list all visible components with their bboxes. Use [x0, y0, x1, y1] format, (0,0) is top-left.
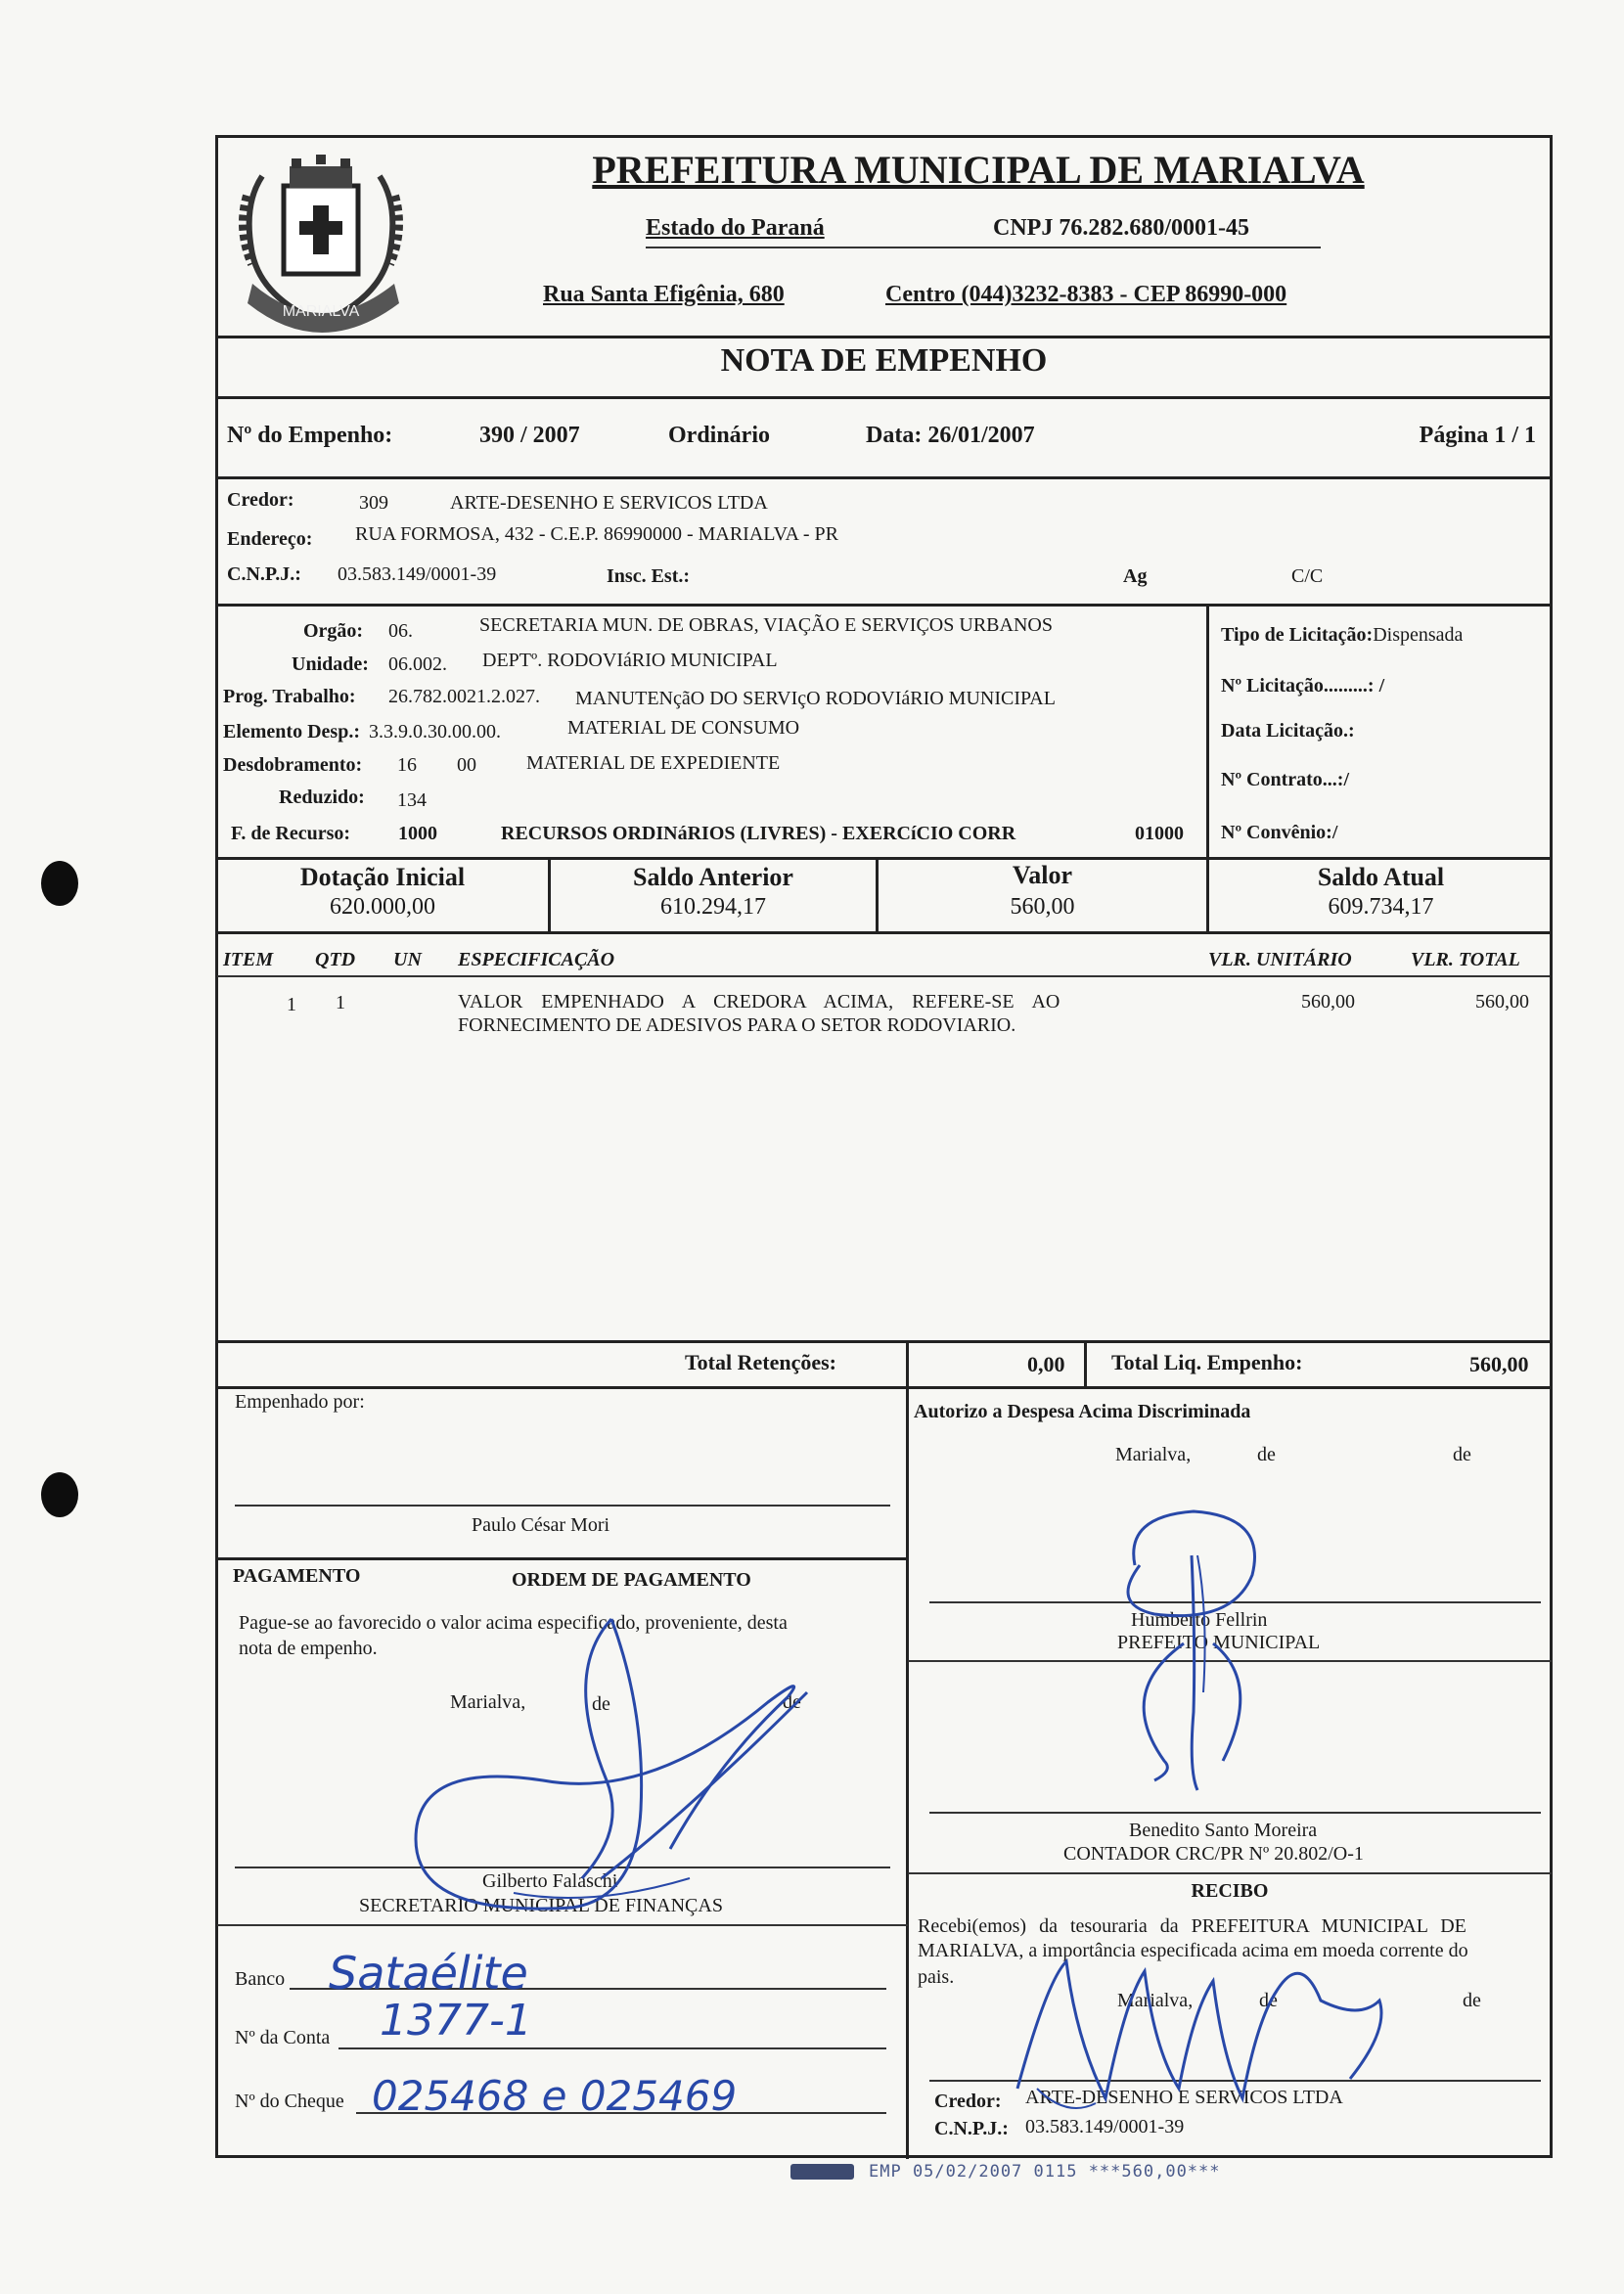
empenhado-por-label: Empenhado por: [235, 1391, 365, 1413]
recibo-place: Marialva, [1117, 1990, 1194, 2011]
autorizo-text: Autorizo a Despesa Acima Discriminada [914, 1401, 1251, 1422]
desdobramento-a: 16 [397, 754, 417, 776]
svg-text:MARIALVA: MARIALVA [282, 303, 360, 320]
recibo-cnpj-label: C.N.P.J.: [934, 2118, 1009, 2139]
recibo-text-line-2: MARIALVA, a importância especificada acima em moeda corrente do [918, 1940, 1468, 1961]
desdobramento-b: 00 [457, 754, 476, 776]
ordem-pagamento-label: ORDEM DE PAGAMENTO [512, 1569, 751, 1591]
valor-unitario-header: VLR. UNITÁRIO [1208, 949, 1352, 970]
contador-title: CONTADOR CRC/PR Nº 20.802/O-1 [1063, 1843, 1364, 1865]
data-licitacao: Data Licitação.: [1221, 720, 1355, 742]
ordem-de-1: de [592, 1693, 610, 1715]
recibo-title: RECIBO [1191, 1880, 1269, 1902]
tipo-licitacao-value: Dispensada [1373, 624, 1464, 646]
header-address: Rua Santa Efigênia, 680 [543, 282, 785, 307]
prog-trabalho-name: MANUTENçãO DO SERVIçO RODOVIáRIO MUNICIPAL [575, 688, 1056, 709]
prog-trabalho-code: 26.782.0021.2.027. [388, 686, 540, 707]
item-number: 1 [287, 994, 296, 1015]
recibo-credor-label: Credor: [934, 2091, 1002, 2112]
unidade-label: Unidade: [292, 653, 369, 675]
empenho-number-label: Nº do Empenho: [227, 423, 393, 448]
cheque-label: Nº do Cheque [235, 2091, 344, 2112]
municipal-crest-icon [223, 137, 424, 342]
desdobramento-label: Desdobramento: [223, 754, 363, 776]
ordem-de-2: de [783, 1691, 801, 1713]
insc-est-label: Insc. Est.: [607, 565, 691, 587]
secretario-title: SECRETARIO MUNICIPAL DE FINANÇAS [359, 1895, 723, 1916]
contador-name: Benedito Santo Moreira [1129, 1820, 1318, 1841]
credor-cnpj-label: C.N.P.J.: [227, 563, 301, 585]
reduzido-value: 134 [397, 789, 427, 811]
state-label: Estado do Paraná [646, 215, 825, 241]
elemento-name: MATERIAL DE CONSUMO [567, 717, 800, 739]
prefeito-name: Humberto Fellrin [1131, 1609, 1268, 1631]
numero-licitacao: Nº Licitação.........: / [1221, 675, 1385, 697]
item-unit-value: 560,00 [1301, 991, 1355, 1012]
saldo-atual-value: 609.734,17 [1328, 894, 1434, 920]
pagamento-label: PAGAMENTO [233, 1565, 361, 1587]
prefeito-title: PREFEITO MUNICIPAL [1117, 1632, 1321, 1653]
banco-label: Banco [235, 1968, 286, 1990]
dotacao-inicial-label: Dotação Inicial [299, 863, 466, 891]
cheque-value: 025468 e 025469 [372, 2072, 738, 2120]
recurso-name: RECURSOS ORDINáRIOS (LIVRES) - EXERCíCIO CORR [501, 823, 1016, 844]
binder-hole-bottom [41, 1472, 78, 1517]
recurso-label: F. de Recurso: [231, 823, 351, 844]
especificacao-header: ESPECIFICAÇÃO [458, 949, 615, 970]
valor-label: Valor [1012, 861, 1073, 889]
elemento-label: Elemento Desp.: [223, 721, 360, 742]
saldo-atual-label: Saldo Atual [1317, 863, 1445, 891]
document-title: NOTA DE EMPENHO [720, 342, 1048, 379]
saldo-anterior-label: Saldo Anterior [633, 863, 793, 891]
recibo-credor-name: ARTE-DESENHO E SERVICOS LTDA [1025, 2087, 1343, 2108]
numero-convenio: Nº Convênio:/ [1221, 822, 1338, 843]
endereco-value: RUA FORMOSA, 432 - C.E.P. 86990000 - MARIALVA - PR [355, 523, 838, 545]
page-number: Página 1 / 1 [1419, 423, 1536, 448]
processing-stamp: EMP 05/02/2007 0115 ***560,00*** [869, 2162, 1221, 2182]
endereco-label: Endereço: [227, 528, 313, 550]
secretario-name: Gilberto Falaschi [482, 1870, 618, 1892]
autorizo-place: Marialva, [1115, 1444, 1192, 1465]
numero-contrato: Nº Contrato...:/ [1221, 769, 1350, 790]
pague-text-line-2: nota de empenho. [239, 1638, 378, 1659]
header-contact: Centro (044)3232-8383 - CEP 86990-000 [885, 282, 1287, 307]
item-qtd: 1 [336, 992, 345, 1013]
credor-label: Credor: [227, 489, 294, 511]
signature-prefeito [1096, 1497, 1291, 1810]
prog-trabalho-label: Prog. Trabalho: [223, 686, 356, 707]
ordem-place: Marialva, [450, 1691, 526, 1713]
autorizo-de-1: de [1257, 1444, 1276, 1465]
stamp-mark-icon [790, 2164, 854, 2180]
orgao-label: Orgão: [303, 620, 364, 642]
recibo-text-line-1: Recebi(emos) da tesouraria da PREFEITURA MUNICIPAL DE [918, 1915, 1466, 1937]
un-header: UN [393, 949, 422, 970]
orgao-name: SECRETARIA MUN. DE OBRAS, VIAÇÃO E SERVIÇOS URBANOS [479, 614, 1053, 636]
recurso-code: 1000 [398, 823, 437, 844]
item-header: ITEM [223, 949, 274, 970]
saldo-anterior-value: 610.294,17 [660, 894, 766, 920]
tipo-licitacao [1221, 624, 1463, 647]
recibo-de-1: de [1259, 1990, 1278, 2011]
recibo-de-2: de [1463, 1990, 1481, 2011]
reduzido-label: Reduzido: [279, 787, 365, 808]
unidade-code: 06.002. [388, 653, 447, 675]
item-description-line-1: VALOR EMPENHADO A CREDORA ACIMA, REFERE-SE AO [458, 991, 1060, 1012]
recibo-cnpj: 03.583.149/0001-39 [1025, 2116, 1185, 2137]
signature-recibo [1008, 1942, 1399, 2137]
signature-secretario [396, 1614, 836, 1937]
item-total-value: 560,00 [1475, 991, 1529, 1012]
ag-label: Ag [1123, 565, 1148, 587]
empenho-date: Data: 26/01/2007 [866, 423, 1035, 448]
total-retencoes-value: 0,00 [1027, 1352, 1065, 1376]
unidade-name: DEPTº. RODOVIáRIO MUNICIPAL [482, 650, 778, 671]
empenho-number: 390 / 2007 [479, 423, 580, 448]
credor-code: 309 [359, 492, 388, 514]
conta-label: Nº da Conta [235, 2027, 331, 2048]
header-cnpj: CNPJ 76.282.680/0001-45 [993, 215, 1249, 241]
autorizo-de-2: de [1453, 1444, 1471, 1465]
conta-value: 1377-1 [380, 1996, 532, 2046]
pague-text-line-1: Pague-se ao favorecido o valor acima especificado, proveniente, desta [239, 1612, 788, 1634]
credor-name: ARTE-DESENHO E SERVICOS LTDA [450, 492, 768, 514]
page-title: PREFEITURA MUNICIPAL DE MARIALVA [592, 148, 1365, 192]
empenho-type: Ordinário [668, 423, 771, 448]
item-description-line-2: FORNECIMENTO DE ADESIVOS PARA O SETOR RODOVIARIO. [458, 1014, 1016, 1036]
total-liquido-value: 560,00 [1469, 1352, 1529, 1376]
elemento-code: 3.3.9.0.30.00.00. [369, 721, 501, 742]
orgao-code: 06. [388, 620, 413, 642]
recibo-text-line-3: pais. [918, 1966, 955, 1988]
valor-total-header: VLR. TOTAL [1411, 949, 1520, 970]
desdobramento-name: MATERIAL DE EXPEDIENTE [526, 752, 781, 774]
valor-value: 560,00 [1010, 894, 1075, 920]
tipo-licitacao-label: Tipo de Licitação: [1221, 624, 1374, 646]
empenhado-por-name: Paulo César Mori [472, 1514, 610, 1536]
credor-cnpj: 03.583.149/0001-39 [338, 563, 497, 585]
total-retencoes-label: Total Retenções: [685, 1350, 836, 1374]
binder-hole-top [41, 861, 78, 906]
recurso-code-2: 01000 [1135, 823, 1184, 844]
qtd-header: QTD [315, 949, 356, 970]
banco-value: Sataélite [329, 1947, 528, 2000]
cc-label: C/C [1291, 565, 1324, 587]
dotacao-inicial-value: 620.000,00 [330, 894, 435, 920]
total-liquido-label: Total Liq. Empenho: [1111, 1350, 1303, 1374]
